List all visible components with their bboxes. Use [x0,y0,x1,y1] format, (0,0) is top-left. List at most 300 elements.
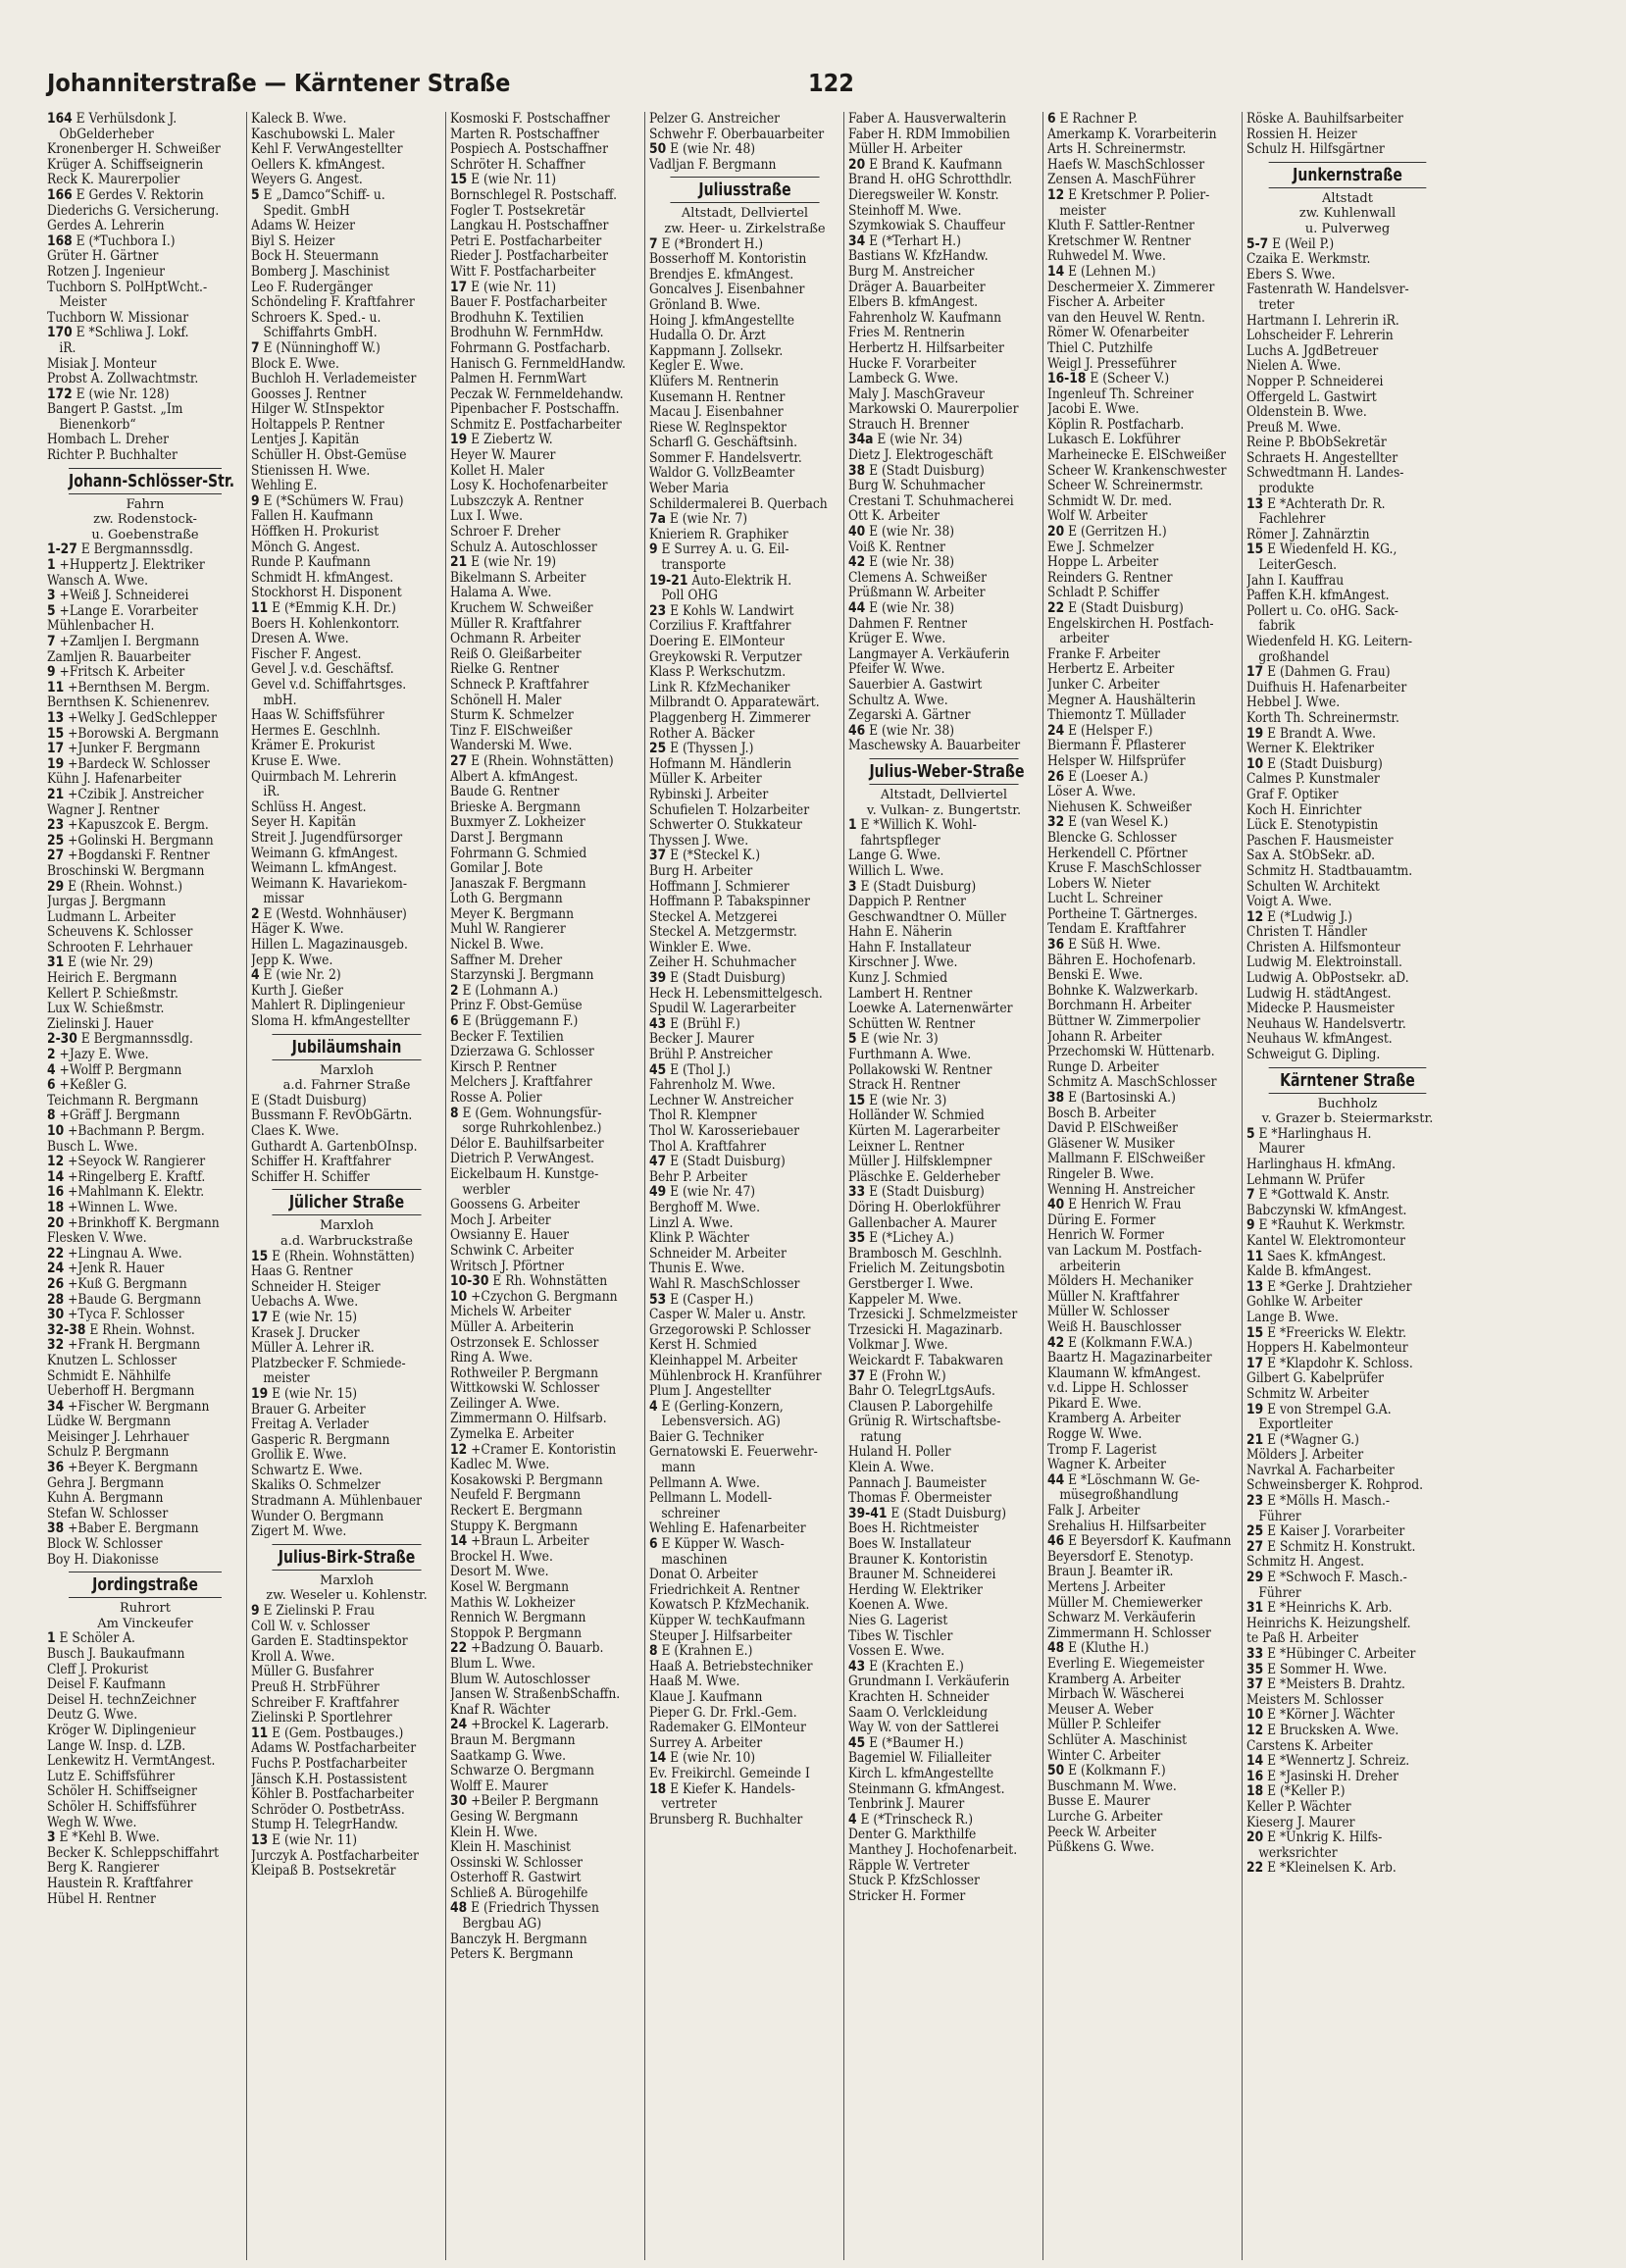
directory-entry [848,910,1041,926]
directory-entry [1047,295,1240,311]
directory-entry [1246,818,1449,834]
directory-entry [251,479,443,494]
directory-entry [47,1537,244,1553]
entry-text: E (Gem. Postbauges.) [272,1726,404,1741]
entry-text: Waldor G. VollzBeamter [649,466,795,482]
entry-text: Runde P. Kaufmann [251,555,371,571]
directory-entry [649,742,841,757]
directory-entry [47,1631,244,1647]
entry-text: Reckert E. Bergmann [450,1504,583,1520]
directory-entry [251,1326,443,1342]
directory-entry [649,482,841,497]
entry-text: +Golinski H. Bergmann [68,833,214,849]
entry-text: Neuhaus W. Handelsvertr. [1246,1016,1406,1032]
directory-entry [47,402,244,418]
directory-entry [47,788,244,803]
entry-text: Rieder J. Postfacharbeiter [450,249,609,265]
directory-entry [848,955,1041,971]
house-number: 24 [1047,723,1065,739]
house-number: 36 [1047,938,1065,954]
entry-text: Schmitz A. MaschSchlosser [1047,1075,1217,1091]
entry-text: Oellers K. kfmAngest. [251,157,385,173]
directory-entry [251,754,443,770]
entry-text: E *Kehl B. Wwe. [59,1830,160,1846]
directory-entry [251,1494,443,1510]
entry-text: Doering E. ElMonteur [649,635,785,649]
entry-text: E (Gerling-Konzern, [661,1399,784,1415]
entry-text: Herbertz E. Arbeiter [1047,662,1175,678]
directory-entry [1047,1703,1240,1719]
street-location-note: Fahrn [126,496,165,512]
entry-text: E Ziebertz W. [471,433,553,448]
entry-text: +Ringelberg E. Kraftf. [68,1169,206,1185]
directory-entry [649,604,841,620]
directory-entry [848,1293,1041,1309]
entry-text: fabrik [1258,619,1296,635]
entry-text: Schreiber F. Kraftfahrer [251,1695,399,1711]
directory-entry [649,1706,841,1722]
directory-entry [450,1381,642,1397]
directory-entry [848,1384,1041,1400]
house-number: 1 [848,818,857,834]
directory-entry [1047,479,1240,494]
entry-text: Cleff J. Prokurist [47,1662,149,1677]
entry-text: Rotzen J. Ingenieur [47,264,166,280]
entry-text: +Tyca F. Schlosser [68,1308,184,1323]
directory-entry [1246,1341,1449,1357]
entry-text: Lukasch E. Lokführer [1047,433,1181,448]
directory-entry [450,1611,642,1626]
entry-text: Uebachs A. Wwe. [251,1295,359,1311]
entry-text: Heyer W. Maurer [450,448,556,464]
directory-entry [47,895,244,910]
directory-entry [450,541,642,556]
directory-entry [1246,1601,1449,1617]
directory-entry [1246,604,1449,620]
house-number: 168 [47,233,73,249]
entry-text: Lux I. Wwe. [450,509,524,525]
directory-entry [1047,861,1240,877]
entry-text: Schwarz M. Verkäuferin [1047,1611,1196,1626]
entry-text: Weickardt F. Tabakwaren [848,1353,1004,1368]
directory-entry [251,1433,443,1449]
entry-text: Kramberg A. Arbeiter [1047,1672,1181,1687]
directory-entry [1246,727,1449,743]
entry-text: Gallenbacher A. Maurer [848,1215,997,1231]
entry-text: Schlüss H. Angest. [251,799,367,815]
entry-text: Hartmann I. Lehrerin iR. [1246,313,1399,329]
entry-text: Fachlehrer [1258,512,1326,528]
directory-entry [251,1665,443,1680]
entry-text: Darst J. Bergmann [450,830,564,846]
entry-text: Fries M. Rentnerin [848,326,965,341]
entry-text: Schmitz E. Postfacharbeiter [450,417,622,433]
entry-text: Burg H. Arbeiter [649,863,753,879]
directory-entry [450,922,642,938]
entry-text: Kleipaß B. Postsekretär [251,1864,396,1880]
directory-entry [848,1859,1041,1875]
entry-text: Goosses J. Rentner [251,387,367,402]
entry-text: Koch H. Einrichter [1246,802,1362,818]
entry-text: E (Stadt Duisburg) [869,463,985,479]
entry-continuation [450,1121,644,1137]
entry-text: E (Westd. Wohnhäuser) [263,906,407,922]
house-number: 13 [47,710,65,726]
entry-text: Lambeck G. Wwe. [848,372,959,387]
entry-continuation [1246,1846,1451,1862]
directory-entry [450,112,642,128]
entry-text: Müller A. Lehrer iR. [251,1341,375,1357]
directory-entry [251,770,443,786]
house-number: 19 [1246,1402,1264,1418]
directory-entry [1246,1555,1449,1571]
directory-entry [450,1856,642,1872]
entry-text: Tromp F. Lagerist [1047,1442,1157,1458]
entry-text: transporte [661,558,727,574]
directory-entry [649,711,841,727]
entry-text: Wansch A. Wwe. [47,573,149,589]
directory-entry [649,298,841,314]
directory-entry [1246,864,1449,880]
column-4 [644,112,843,2260]
directory-entry [450,188,642,204]
entry-text: Brieske A. Bergmann [450,799,581,815]
directory-entry [47,681,244,696]
entry-text: Brodhuhn K. Textilien [450,310,584,326]
entry-text: Thiel C. Putzhilfe [1047,340,1153,356]
directory-entry [47,1185,244,1201]
directory-entry [848,387,1041,403]
directory-entry [1246,1032,1449,1048]
directory-entry [848,1568,1041,1583]
directory-entry [1047,1641,1240,1657]
entry-text: Fischer A. Arbeiter [1047,295,1165,311]
directory-entry [47,910,244,926]
directory-entry [649,1017,841,1033]
entry-text: Dietz J. Elektrogeschäft [848,448,993,464]
entry-text: Klüfers M. Rentnerin [649,374,779,389]
entry-text: Hucke F. Vorarbeiter [848,356,977,372]
directory-entry [47,1293,244,1309]
directory-entry [251,525,443,541]
entry-text: Dresen A. Wwe. [251,632,349,647]
directory-entry [450,1596,642,1612]
directory-entry [1047,571,1240,587]
house-number: 11 [1246,1249,1264,1264]
directory-entry [1246,1540,1449,1556]
directory-entry [251,617,443,633]
directory-entry [251,1418,443,1433]
entry-text: E (*Brondert H.) [661,236,764,252]
directory-entry [649,1583,841,1599]
directory-entry [251,249,443,265]
entry-text: Richter P. Buchhalter [47,448,178,464]
entry-text: Deutz G. Wwe. [47,1708,138,1724]
entry-text: Hillen L. Magazinausgeb. [251,938,408,954]
house-number: 34a [848,433,874,448]
entry-text: Albert A. kfmAngest. [450,769,579,785]
house-number: 31 [47,955,65,971]
entry-text: E (wie Nr. 10) [670,1751,756,1767]
directory-entry [1047,1733,1240,1749]
directory-entry [47,1861,244,1877]
entry-text: Büttner W. Zimmerpolier [1047,1014,1200,1030]
entry-text: +Wolff P. Bergmann [59,1062,182,1078]
directory-entry [649,451,841,467]
entry-text: Müller A. Arbeiterin [450,1319,575,1335]
directory-entry [848,678,1041,694]
entry-text: Burg W. Schuhmacher [848,479,986,494]
directory-entry [450,433,642,448]
directory-entry [47,249,244,265]
directory-entry [1047,954,1240,969]
entry-text: E (Brüggemann F.) [462,1014,579,1030]
directory-entry [450,754,642,770]
entry-text: Nopper P. Schneiderei [1246,374,1384,389]
entry-text: Scheer W. Schreinermstr. [1047,479,1203,494]
entry-text: Czaika E. Werkmstr. [1246,252,1371,268]
entry-text: Goossens G. Arbeiter [450,1198,581,1213]
entry-text: Leo F. Rudergänger [251,280,373,295]
entry-text: Lubszczyk A. Rentner [450,493,584,509]
directory-entry [251,494,443,510]
directory-entry [649,359,841,375]
directory-entry [450,877,642,893]
directory-entry [848,1017,1041,1033]
directory-entry [1047,357,1240,373]
entry-text: E (Gerritzen H.) [1068,525,1167,541]
entry-text: Stuck P. KfzSchlosser [848,1874,980,1889]
directory-entry [47,357,244,373]
directory-entry [649,1094,841,1109]
directory-entry [1047,907,1240,923]
directory-entry [450,770,642,786]
entry-text: Clemens A. Schweißer [848,570,988,586]
house-number: 14 [649,1751,667,1767]
entry-text: Kalde B. kfmAngest. [1246,1264,1372,1280]
directory-entry [251,234,443,250]
entry-text: E (Stadt Duisburg) [860,879,977,895]
directory-entry [848,987,1041,1003]
entry-text: Zeiher H. Schuhmacher [649,955,796,971]
directory-entry [450,1673,642,1688]
entry-text: +Fritsch K. Arbeiter [59,665,185,681]
directory-entry [1047,1443,1240,1459]
entry-text: Peters K. Bergmann [450,1947,574,1963]
entry-text: Behr P. Arbeiter [649,1169,747,1185]
directory-entry [450,724,642,740]
entry-text: E (Kluthe H.) [1068,1641,1149,1657]
house-number: 35 [1246,1662,1264,1677]
directory-entry [450,158,642,174]
directory-entry [1047,372,1240,387]
entry-continuation [47,128,246,143]
entry-text: Schröter H. Schaffner [450,157,585,173]
directory-entry [848,1675,1041,1690]
house-number: 50 [649,142,667,158]
entry-text: Schwink C. Arbeiter [450,1243,574,1259]
directory-entry [848,1583,1041,1599]
directory-entry [47,188,244,204]
directory-entry [649,512,841,528]
directory-entry [450,1565,642,1580]
entry-text: Spedit. GmbH [263,203,350,219]
directory-entry [848,1338,1041,1354]
directory-entry [251,1833,443,1849]
directory-entry [47,619,244,635]
entry-text: Fuchs P. Postfacharbeiter [251,1756,407,1772]
directory-entry [450,295,642,311]
house-number: 13 [1246,496,1264,512]
entry-text: E *Klapdohr K. Schloss. [1267,1356,1413,1371]
directory-entry [251,999,443,1014]
directory-entry [1047,984,1240,1000]
directory-entry [47,757,244,773]
entry-text: Franke F. Arbeiter [1047,646,1160,662]
entry-text: Jansen W. StraßenbSchaffn. [450,1687,621,1703]
street-location-note: zw. Heer- u. Zirkelstraße [664,221,826,236]
directory-entry [47,1002,244,1017]
directory-entry [450,1641,642,1657]
directory-entry [1047,265,1240,281]
directory-entry [251,1264,443,1280]
directory-entry [848,1736,1041,1752]
house-number: 33 [848,1185,866,1201]
entry-text: Banczyk H. Bergmann [450,1932,587,1947]
entry-text: E (wie Nr. 38) [869,555,955,571]
directory-entry [1047,509,1240,525]
house-number: 18 [649,1781,667,1797]
entry-text: Schufielen T. Holzarbeiter [649,802,810,818]
directory-entry [1246,574,1449,590]
entry-text: Lambert H. Rentner [848,986,973,1002]
entry-text: Ludwig A. ObPostsekr. aD. [1246,971,1409,987]
entry-text: +Frank H. Bergmann [68,1338,201,1354]
entry-text: Schwartz E. Wwe. [251,1463,363,1478]
directory-entry [1246,1708,1449,1724]
directory-entry [1047,1611,1240,1626]
entry-text: Garden E. Stadtinspektor [251,1634,408,1650]
directory-entry [1047,1167,1240,1183]
directory-entry [649,1293,841,1309]
entry-text: E (*Schümers W. Frau) [263,493,404,509]
entry-text: Schrooten F. Lehrhauer [47,940,193,955]
entry-text: Langkau H. Postschaffner [450,219,609,234]
directory-entry [1047,173,1240,188]
entry-text: E (wie Nr. 128) [76,387,170,402]
directory-entry [450,1030,642,1046]
directory-entry [1047,1657,1240,1673]
entry-text: E (wie Nr. 29) [68,955,154,971]
directory-entry [1047,1794,1240,1810]
directory-entry [47,1063,244,1079]
house-number: 21 [450,555,468,571]
house-number: 8 [649,1644,658,1660]
entry-text: Meuser A. Weber [1047,1702,1154,1718]
entry-text: +Borowski A. Bergmann [68,726,220,742]
directory-entry [251,1448,443,1464]
directory-entry [251,1094,443,1109]
entry-text: E (Friedrich Thyssen [471,1901,599,1917]
directory-entry [649,283,841,298]
entry-text: meister [263,1371,310,1387]
running-head: Johanniterstraße — Kärntener Straße [47,69,511,97]
house-number: 35 [848,1231,866,1247]
directory-entry [1246,895,1449,910]
entry-text: Schöler H. Schiffseigner [47,1784,197,1800]
directory-entry [450,1580,642,1596]
directory-entry [848,880,1041,896]
house-number: 25 [649,742,667,757]
entry-text: E Brandt A. Wwe. [1267,726,1377,742]
directory-entry [251,1787,443,1803]
directory-entry [450,1550,642,1566]
directory-entry [251,541,443,556]
directory-entry [1047,1779,1240,1795]
directory-entry [251,601,443,617]
directory-entry [1047,754,1240,770]
directory-entry [1246,344,1449,360]
directory-entry [251,831,443,847]
directory-entry [450,1933,642,1948]
house-number: 14 [450,1534,468,1550]
entry-text: Haustein R. Kraftfahrer [47,1876,193,1891]
directory-entry [649,941,841,956]
entry-text: Schroer F. Dreher [450,525,561,541]
directory-entry [649,849,841,864]
directory-entry [251,357,443,373]
directory-entry [649,1140,841,1156]
directory-entry [1047,219,1240,234]
entry-text: E (*Emmig K.H. Dr.) [272,601,396,616]
entry-text: vertreter [661,1797,717,1813]
directory-entry [251,1864,443,1880]
house-number: 7 [649,236,658,252]
directory-entry [1047,1580,1240,1596]
entry-text: E (Stadt Duisburg) [869,1185,985,1201]
entry-text: missar [263,892,304,907]
entry-text: Frielich M. Zeitungsbotin [848,1262,1005,1277]
directory-entry [1246,635,1449,650]
directory-entry [1047,1412,1240,1427]
directory-entry [251,922,443,938]
directory-entry [649,1491,841,1507]
entry-text: E Rhein. Wohnst. [89,1322,195,1338]
entry-text: Schladt P. Schiffer [1047,586,1160,601]
directory-entry [450,1290,642,1306]
entry-text: +Bardeck W. Schlosser [68,756,210,772]
entry-text: Riese W. Reglnspektor [649,420,787,436]
entry-text: Weigl J. Presseführer [1047,356,1177,372]
entry-text: Portheine T. Gärtnerges. [1047,906,1198,922]
entry-text: Winkler E. Wwe. [649,940,752,955]
directory-entry [251,877,443,893]
directory-entry [848,601,1041,617]
directory-entry [848,326,1041,341]
directory-entry [1047,326,1240,341]
entry-text: Berg K. Rangierer [47,1861,160,1877]
house-number: 50 [1047,1764,1065,1779]
entry-text: Meyer K. Bergmann [450,906,575,922]
entry-text: E Bergmannssdlg. [80,1032,193,1048]
entry-text: Falk J. Arbeiter [1047,1504,1141,1520]
directory-entry [649,818,841,834]
directory-entry [1246,1311,1449,1326]
directory-entry [649,1063,841,1079]
entry-continuation [848,834,1042,850]
directory-entry [848,1032,1041,1048]
entry-text: Kuhn A. Bergmann [47,1491,164,1507]
